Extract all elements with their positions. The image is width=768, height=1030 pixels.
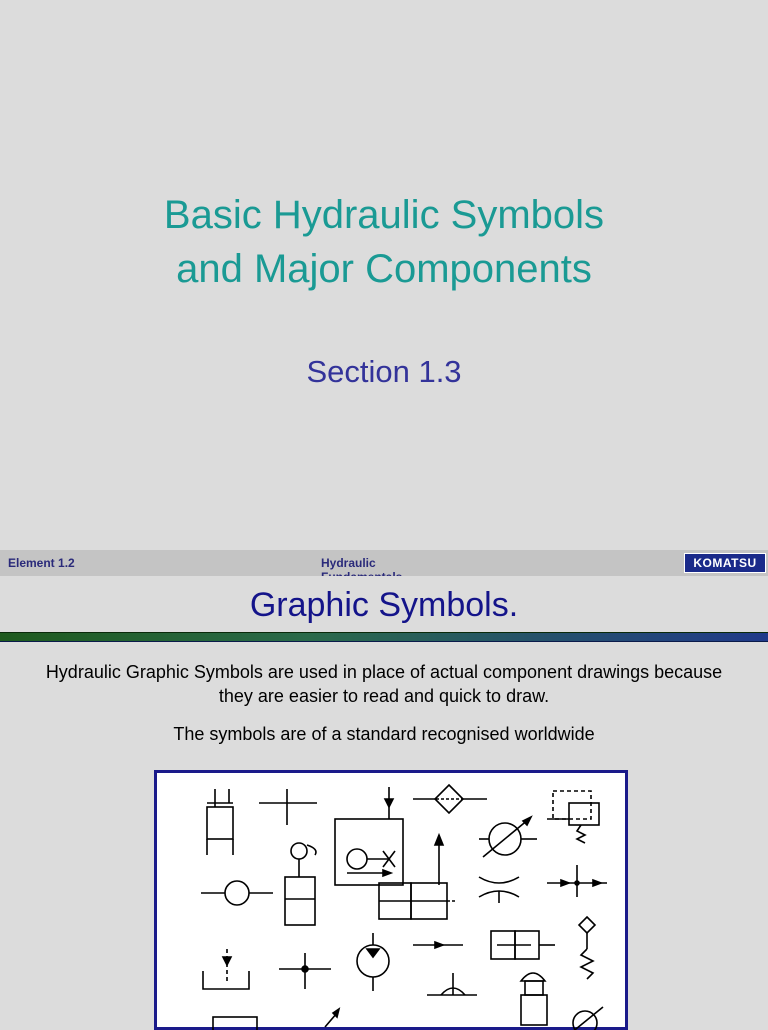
check-valve-symbol	[201, 881, 273, 905]
flow-line-symbol	[413, 942, 463, 948]
spring-valve-symbol	[579, 917, 595, 979]
directional-valve-symbol	[379, 883, 457, 919]
slide-title-line-2: and Major Components	[176, 247, 592, 291]
slide-heading: Graphic Symbols.	[249, 586, 519, 624]
flow-arrow-symbol	[435, 835, 443, 885]
tank-symbol	[203, 949, 249, 989]
slide-subtitle: Section 1.3	[306, 354, 462, 389]
symbols-figure	[154, 770, 628, 1030]
actuator-symbol	[521, 973, 547, 1025]
komatsu-logo: KOMATSU	[684, 553, 766, 573]
footer-topic-label: Hydraulic	[321, 556, 376, 570]
pump-symbol	[357, 933, 389, 991]
two-position-valve-symbol	[491, 931, 555, 959]
footer-element-label: Element 1.2	[8, 556, 75, 570]
intro-paragraph: Hydraulic Graphic Symbols are used in place of actual component drawings because they are easier to read and quick to draw.	[45, 662, 723, 706]
line-junction-symbol-3	[279, 953, 331, 989]
relief-valve-symbol	[547, 791, 599, 843]
filter-symbol	[413, 785, 487, 813]
hydraulic-symbols-drawing	[157, 773, 625, 1027]
valve-block-symbol	[335, 787, 403, 885]
tee-connector-symbol	[427, 973, 477, 995]
standard-paragraph: The symbols are of a standard recognised worldwide	[173, 724, 595, 744]
slide-title-line-1: Basic Hydraulic Symbols	[163, 193, 605, 237]
graphic-symbols-slide	[0, 576, 768, 1024]
restrictor-symbol	[479, 877, 519, 903]
cylinder-symbol-1	[207, 789, 233, 855]
line-junction-symbol-2	[547, 865, 607, 897]
slide-title	[0, 188, 768, 296]
variable-pump-symbol	[479, 817, 537, 857]
heading-divider	[0, 632, 768, 642]
cylinder-symbol-2	[285, 843, 316, 925]
partial-symbols-bottom	[213, 1007, 603, 1030]
slide-footer	[0, 550, 768, 576]
line-junction-symbol-1	[259, 789, 317, 825]
